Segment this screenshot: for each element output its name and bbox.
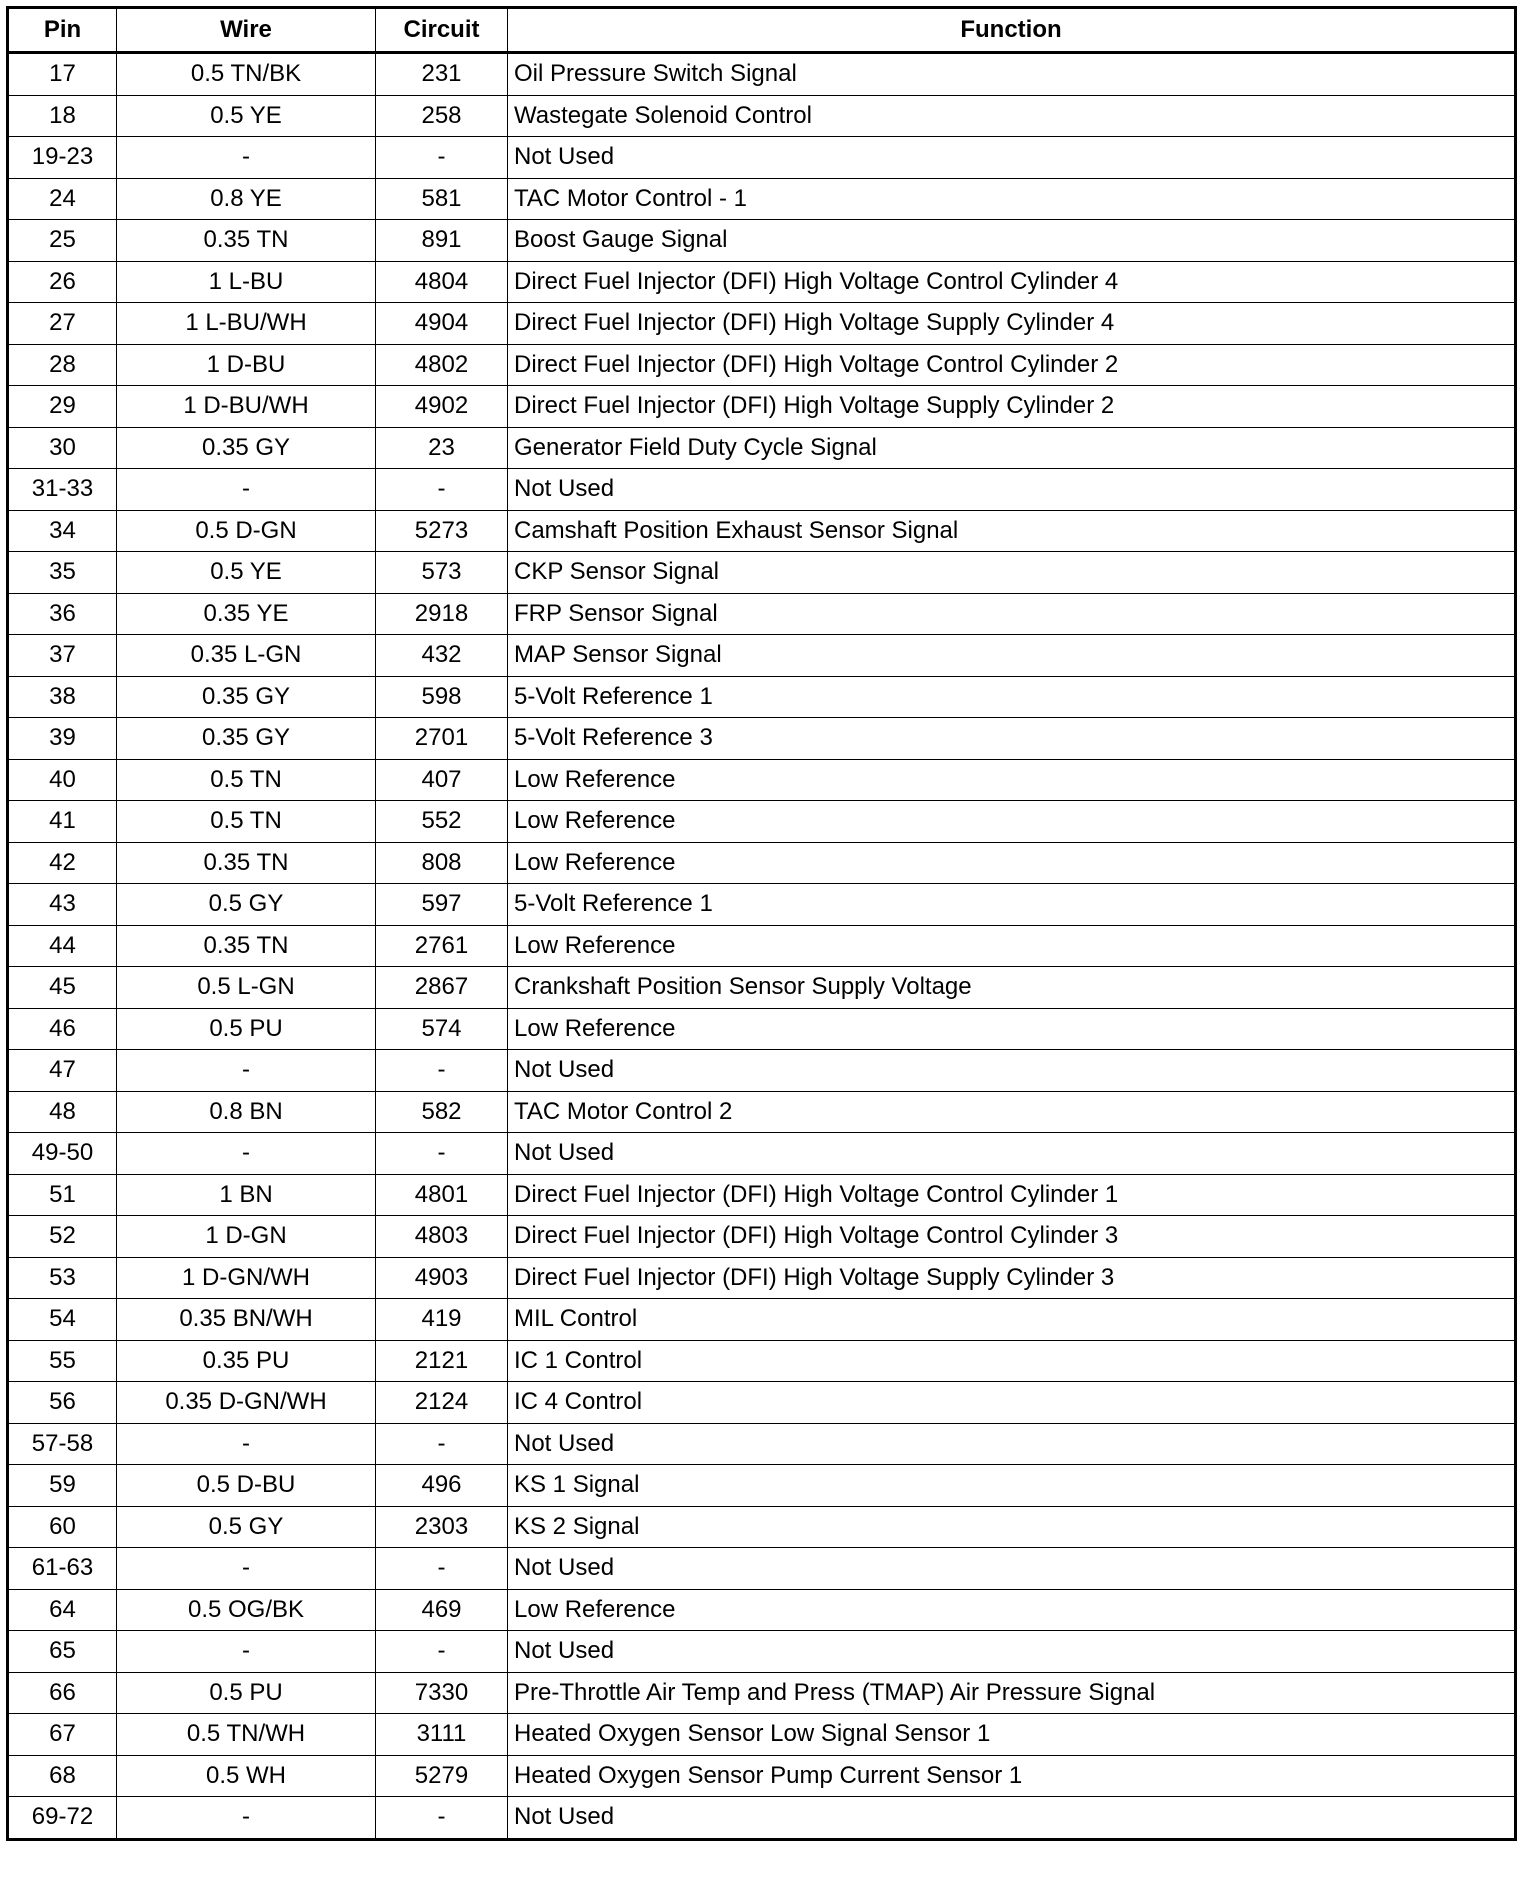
wire-cell: 1 D-GN/WH xyxy=(117,1257,376,1299)
function-cell: Not Used xyxy=(508,1548,1516,1590)
wire-cell: 0.5 D-GN xyxy=(117,510,376,552)
function-cell: CKP Sensor Signal xyxy=(508,552,1516,594)
pin-cell: 54 xyxy=(8,1299,117,1341)
table-row xyxy=(8,1797,1516,1840)
pin-cell: 19-23 xyxy=(8,137,117,179)
pin-cell: 59 xyxy=(8,1465,117,1507)
table-row xyxy=(8,1050,1516,1092)
pin-cell: 35 xyxy=(8,552,117,594)
function-cell: 5-Volt Reference 1 xyxy=(508,676,1516,718)
circuit-cell: 23 xyxy=(376,427,508,469)
table-header-row xyxy=(8,8,1516,53)
pin-cell: 44 xyxy=(8,925,117,967)
pin-cell: 48 xyxy=(8,1091,117,1133)
pin-cell: 40 xyxy=(8,759,117,801)
circuit-cell: 7330 xyxy=(376,1672,508,1714)
circuit-cell: 419 xyxy=(376,1299,508,1341)
pinout-table xyxy=(6,6,1517,1841)
circuit-cell: 496 xyxy=(376,1465,508,1507)
table-row xyxy=(8,759,1516,801)
circuit-cell: - xyxy=(376,469,508,511)
circuit-cell: 2761 xyxy=(376,925,508,967)
pin-cell: 29 xyxy=(8,386,117,428)
table-row xyxy=(8,178,1516,220)
circuit-cell: 4802 xyxy=(376,344,508,386)
circuit-cell: 581 xyxy=(376,178,508,220)
wire-cell: 0.5 OG/BK xyxy=(117,1589,376,1631)
wire-cell: 0.8 BN xyxy=(117,1091,376,1133)
circuit-cell: 469 xyxy=(376,1589,508,1631)
pin-cell: 31-33 xyxy=(8,469,117,511)
table-row xyxy=(8,510,1516,552)
wire-cell: 0.5 GY xyxy=(117,1506,376,1548)
pin-cell: 47 xyxy=(8,1050,117,1092)
function-cell: 5-Volt Reference 1 xyxy=(508,884,1516,926)
wire-cell: 0.35 YE xyxy=(117,593,376,635)
wire-cell: 0.5 TN/BK xyxy=(117,53,376,96)
pin-cell: 26 xyxy=(8,261,117,303)
pin-cell: 43 xyxy=(8,884,117,926)
table-row xyxy=(8,1672,1516,1714)
circuit-cell: - xyxy=(376,1133,508,1175)
wire-cell: - xyxy=(117,137,376,179)
table-row xyxy=(8,427,1516,469)
function-cell: Low Reference xyxy=(508,1589,1516,1631)
pin-cell: 66 xyxy=(8,1672,117,1714)
wire-cell: 0.35 GY xyxy=(117,718,376,760)
wire-cell: 1 L-BU xyxy=(117,261,376,303)
table-row xyxy=(8,220,1516,262)
circuit-cell: 4903 xyxy=(376,1257,508,1299)
function-cell: Direct Fuel Injector (DFI) High Voltage Control Cylinder 3 xyxy=(508,1216,1516,1258)
wire-cell: 1 D-BU xyxy=(117,344,376,386)
table-row xyxy=(8,469,1516,511)
wire-cell: 0.8 YE xyxy=(117,178,376,220)
function-cell: Direct Fuel Injector (DFI) High Voltage Control Cylinder 1 xyxy=(508,1174,1516,1216)
pin-cell: 51 xyxy=(8,1174,117,1216)
table-row xyxy=(8,53,1516,96)
table-body xyxy=(8,53,1516,1840)
wire-cell: 0.5 GY xyxy=(117,884,376,926)
table-row xyxy=(8,552,1516,594)
pin-cell: 45 xyxy=(8,967,117,1009)
function-cell: Not Used xyxy=(508,1631,1516,1673)
wire-cell: 0.5 D-BU xyxy=(117,1465,376,1507)
pin-cell: 61-63 xyxy=(8,1548,117,1590)
function-cell: IC 1 Control xyxy=(508,1340,1516,1382)
table-row xyxy=(8,1340,1516,1382)
function-cell: Low Reference xyxy=(508,801,1516,843)
wire-cell: 0.5 PU xyxy=(117,1008,376,1050)
table-row xyxy=(8,1174,1516,1216)
function-cell: IC 4 Control xyxy=(508,1382,1516,1424)
circuit-cell: 4801 xyxy=(376,1174,508,1216)
wire-cell: 0.35 PU xyxy=(117,1340,376,1382)
circuit-cell: 552 xyxy=(376,801,508,843)
table-row xyxy=(8,925,1516,967)
table-row xyxy=(8,1382,1516,1424)
circuit-cell: 231 xyxy=(376,53,508,96)
circuit-cell: - xyxy=(376,1548,508,1590)
circuit-cell: 4902 xyxy=(376,386,508,428)
wire-cell: 0.35 GY xyxy=(117,427,376,469)
circuit-cell: - xyxy=(376,1423,508,1465)
circuit-cell: 5273 xyxy=(376,510,508,552)
pin-cell: 68 xyxy=(8,1755,117,1797)
wire-cell: 0.35 TN xyxy=(117,925,376,967)
function-cell: MAP Sensor Signal xyxy=(508,635,1516,677)
function-cell: Wastegate Solenoid Control xyxy=(508,95,1516,137)
table-row xyxy=(8,718,1516,760)
pin-cell: 17 xyxy=(8,53,117,96)
table-row xyxy=(8,967,1516,1009)
wire-cell: 0.35 TN xyxy=(117,842,376,884)
circuit-cell: 3111 xyxy=(376,1714,508,1756)
wire-cell: 0.5 TN xyxy=(117,801,376,843)
pin-cell: 27 xyxy=(8,303,117,345)
function-cell: KS 2 Signal xyxy=(508,1506,1516,1548)
circuit-cell: - xyxy=(376,1797,508,1840)
pin-cell: 64 xyxy=(8,1589,117,1631)
function-cell: Generator Field Duty Cycle Signal xyxy=(508,427,1516,469)
pin-cell: 38 xyxy=(8,676,117,718)
table-row xyxy=(8,635,1516,677)
circuit-cell: 2121 xyxy=(376,1340,508,1382)
table-row xyxy=(8,1755,1516,1797)
pin-cell: 39 xyxy=(8,718,117,760)
function-cell: Camshaft Position Exhaust Sensor Signal xyxy=(508,510,1516,552)
circuit-cell: - xyxy=(376,137,508,179)
wire-cell: 0.5 L-GN xyxy=(117,967,376,1009)
function-cell: 5-Volt Reference 3 xyxy=(508,718,1516,760)
circuit-cell: 432 xyxy=(376,635,508,677)
circuit-cell: 4904 xyxy=(376,303,508,345)
pin-cell: 53 xyxy=(8,1257,117,1299)
function-cell: FRP Sensor Signal xyxy=(508,593,1516,635)
wire-cell: 1 BN xyxy=(117,1174,376,1216)
pin-cell: 69-72 xyxy=(8,1797,117,1840)
function-cell: Not Used xyxy=(508,1050,1516,1092)
table-row xyxy=(8,1216,1516,1258)
table-row xyxy=(8,1299,1516,1341)
circuit-cell: 2124 xyxy=(376,1382,508,1424)
wire-cell: 0.5 TN xyxy=(117,759,376,801)
wire-cell: - xyxy=(117,1797,376,1840)
table-row xyxy=(8,386,1516,428)
header-pin: Pin xyxy=(8,8,117,53)
pin-cell: 34 xyxy=(8,510,117,552)
wire-cell: 0.5 YE xyxy=(117,552,376,594)
function-cell: Heated Oxygen Sensor Pump Current Sensor 1 xyxy=(508,1755,1516,1797)
circuit-cell: 2867 xyxy=(376,967,508,1009)
table-row xyxy=(8,137,1516,179)
header-function: Function xyxy=(508,8,1516,53)
function-cell: TAC Motor Control - 1 xyxy=(508,178,1516,220)
function-cell: TAC Motor Control 2 xyxy=(508,1091,1516,1133)
wire-cell: - xyxy=(117,469,376,511)
header-wire: Wire xyxy=(117,8,376,53)
pin-cell: 60 xyxy=(8,1506,117,1548)
function-cell: Low Reference xyxy=(508,842,1516,884)
function-cell: KS 1 Signal xyxy=(508,1465,1516,1507)
table-row xyxy=(8,676,1516,718)
circuit-cell: 598 xyxy=(376,676,508,718)
pin-cell: 55 xyxy=(8,1340,117,1382)
table-row xyxy=(8,1423,1516,1465)
circuit-cell: 2918 xyxy=(376,593,508,635)
wire-cell: 1 L-BU/WH xyxy=(117,303,376,345)
circuit-cell: 258 xyxy=(376,95,508,137)
circuit-cell: 4803 xyxy=(376,1216,508,1258)
function-cell: Not Used xyxy=(508,1423,1516,1465)
table-row xyxy=(8,1631,1516,1673)
pin-cell: 56 xyxy=(8,1382,117,1424)
table-row xyxy=(8,1008,1516,1050)
pin-cell: 25 xyxy=(8,220,117,262)
pin-cell: 57-58 xyxy=(8,1423,117,1465)
wire-cell: 0.5 YE xyxy=(117,95,376,137)
function-cell: Low Reference xyxy=(508,1008,1516,1050)
table-row xyxy=(8,261,1516,303)
function-cell: Crankshaft Position Sensor Supply Voltage xyxy=(508,967,1516,1009)
pin-cell: 36 xyxy=(8,593,117,635)
function-cell: Direct Fuel Injector (DFI) High Voltage Supply Cylinder 3 xyxy=(508,1257,1516,1299)
table-row xyxy=(8,842,1516,884)
circuit-cell: 808 xyxy=(376,842,508,884)
function-cell: Not Used xyxy=(508,469,1516,511)
table-row xyxy=(8,1091,1516,1133)
wire-cell: 0.35 D-GN/WH xyxy=(117,1382,376,1424)
circuit-cell: - xyxy=(376,1631,508,1673)
wire-cell: - xyxy=(117,1548,376,1590)
function-cell: Not Used xyxy=(508,1797,1516,1840)
pin-cell: 37 xyxy=(8,635,117,677)
table-row xyxy=(8,884,1516,926)
function-cell: Oil Pressure Switch Signal xyxy=(508,53,1516,96)
pin-cell: 67 xyxy=(8,1714,117,1756)
pin-cell: 18 xyxy=(8,95,117,137)
wire-cell: - xyxy=(117,1631,376,1673)
pin-cell: 24 xyxy=(8,178,117,220)
wire-cell: 0.5 TN/WH xyxy=(117,1714,376,1756)
pin-cell: 41 xyxy=(8,801,117,843)
wire-cell: 0.35 L-GN xyxy=(117,635,376,677)
function-cell: Heated Oxygen Sensor Low Signal Sensor 1 xyxy=(508,1714,1516,1756)
function-cell: Direct Fuel Injector (DFI) High Voltage Control Cylinder 4 xyxy=(508,261,1516,303)
pin-cell: 28 xyxy=(8,344,117,386)
table-row xyxy=(8,1465,1516,1507)
pin-cell: 49-50 xyxy=(8,1133,117,1175)
function-cell: Direct Fuel Injector (DFI) High Voltage Supply Cylinder 4 xyxy=(508,303,1516,345)
pin-cell: 30 xyxy=(8,427,117,469)
function-cell: Low Reference xyxy=(508,925,1516,967)
wire-cell: - xyxy=(117,1423,376,1465)
function-cell: Direct Fuel Injector (DFI) High Voltage Supply Cylinder 2 xyxy=(508,386,1516,428)
header-circuit: Circuit xyxy=(376,8,508,53)
table-row xyxy=(8,1257,1516,1299)
table-row xyxy=(8,95,1516,137)
wire-cell: 0.35 BN/WH xyxy=(117,1299,376,1341)
circuit-cell: 4804 xyxy=(376,261,508,303)
table-row xyxy=(8,1589,1516,1631)
wire-cell: 0.5 PU xyxy=(117,1672,376,1714)
wire-cell: - xyxy=(117,1050,376,1092)
function-cell: Not Used xyxy=(508,137,1516,179)
circuit-cell: 574 xyxy=(376,1008,508,1050)
wire-cell: 1 D-GN xyxy=(117,1216,376,1258)
circuit-cell: 2303 xyxy=(376,1506,508,1548)
table-row xyxy=(8,593,1516,635)
table-row xyxy=(8,344,1516,386)
wire-cell: 0.5 WH xyxy=(117,1755,376,1797)
circuit-cell: 891 xyxy=(376,220,508,262)
function-cell: Direct Fuel Injector (DFI) High Voltage Control Cylinder 2 xyxy=(508,344,1516,386)
circuit-cell: - xyxy=(376,1050,508,1092)
circuit-cell: 573 xyxy=(376,552,508,594)
pin-cell: 52 xyxy=(8,1216,117,1258)
table-row xyxy=(8,801,1516,843)
circuit-cell: 5279 xyxy=(376,1755,508,1797)
table-row xyxy=(8,1714,1516,1756)
wire-cell: 0.35 GY xyxy=(117,676,376,718)
function-cell: Low Reference xyxy=(508,759,1516,801)
table-row xyxy=(8,1548,1516,1590)
wire-cell: - xyxy=(117,1133,376,1175)
function-cell: Boost Gauge Signal xyxy=(508,220,1516,262)
pin-cell: 42 xyxy=(8,842,117,884)
circuit-cell: 407 xyxy=(376,759,508,801)
function-cell: MIL Control xyxy=(508,1299,1516,1341)
wire-cell: 1 D-BU/WH xyxy=(117,386,376,428)
function-cell: Not Used xyxy=(508,1133,1516,1175)
pin-cell: 46 xyxy=(8,1008,117,1050)
circuit-cell: 2701 xyxy=(376,718,508,760)
pin-cell: 65 xyxy=(8,1631,117,1673)
circuit-cell: 597 xyxy=(376,884,508,926)
function-cell: Pre-Throttle Air Temp and Press (TMAP) Air Pressure Signal xyxy=(508,1672,1516,1714)
table-row xyxy=(8,1506,1516,1548)
circuit-cell: 582 xyxy=(376,1091,508,1133)
table-row xyxy=(8,1133,1516,1175)
wire-cell: 0.35 TN xyxy=(117,220,376,262)
table-row xyxy=(8,303,1516,345)
